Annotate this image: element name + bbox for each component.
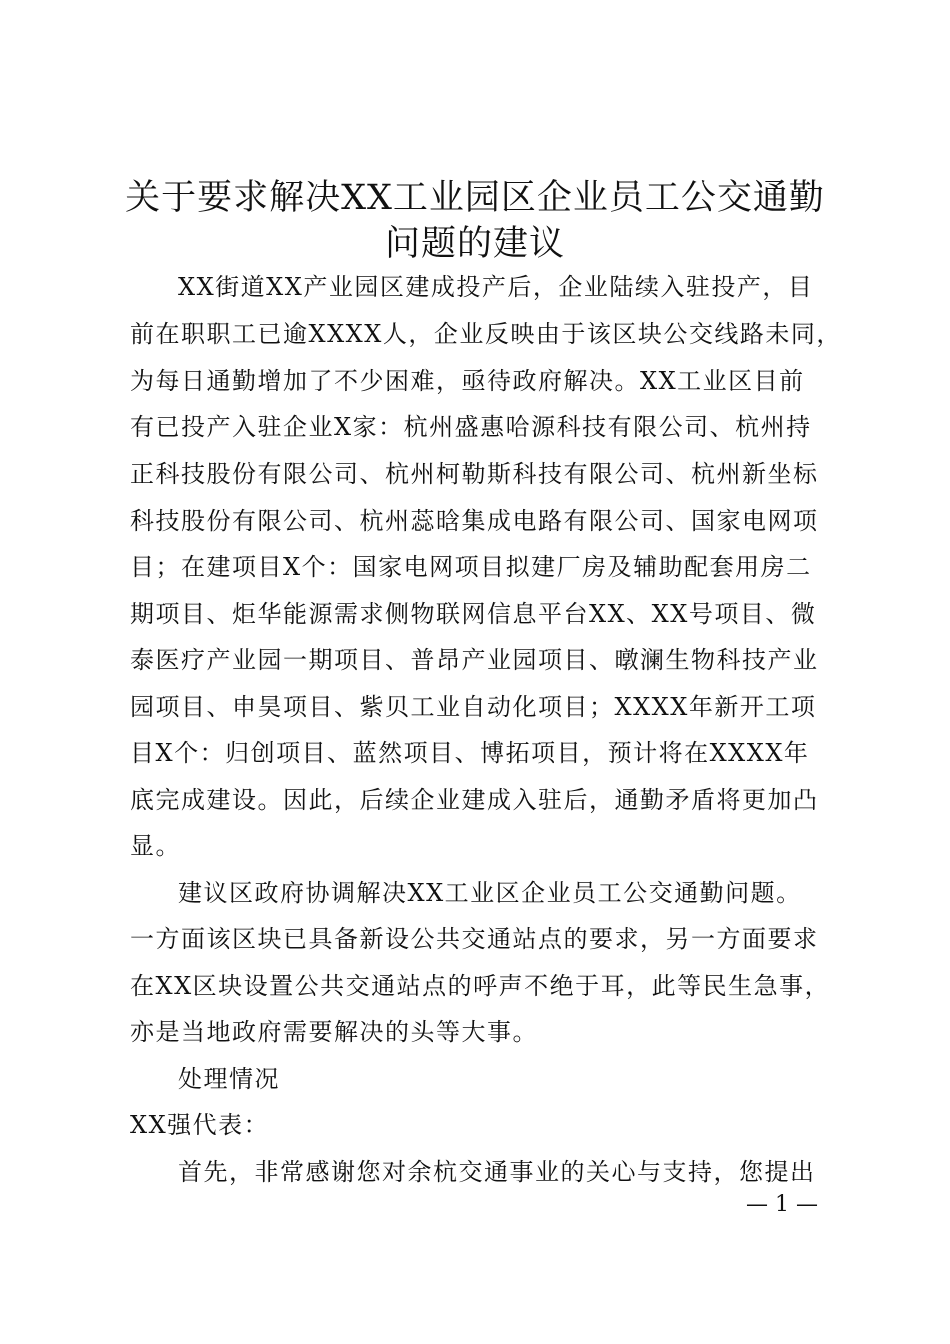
- body-line: 有已投产入驻企业X家：杭州盛惠哈源科技有限公司、杭州持: [130, 413, 812, 441]
- body-line: 亦是当地政府需要解决的头等大事。: [130, 1018, 538, 1046]
- page-number: — 1 —: [746, 1192, 818, 1217]
- section-heading: 处理情况: [178, 1065, 280, 1093]
- body-line: 为每日通勤增加了不少困难，亟待政府解决。XX工业区目前: [130, 367, 805, 395]
- body-line: 目X个：归创项目、蓝然项目、博拓项目，预计将在XXXX年: [130, 739, 810, 767]
- body-line: 正科技股份有限公司、杭州柯勒斯科技有限公司、杭州新坐标: [130, 460, 819, 488]
- body-line: 园项目、申昊项目、紫贝工业自动化项目；XXXX年新开工项: [130, 693, 817, 721]
- body-line: 首先，非常感谢您对余杭交通事业的关心与支持，您提出: [178, 1158, 816, 1186]
- body-line: 前在职职工已逾XXXX人，企业反映由于该区块公交线路未同，: [130, 320, 842, 348]
- body-line: 泰医疗产业园一期项目、普昂产业园项目、暾澜生物科技产业: [130, 646, 819, 674]
- body-line: XX街道XX产业园区建成投产后，企业陆续入驻投产，目: [178, 273, 814, 301]
- salutation: XX强代表：: [130, 1111, 270, 1139]
- body-line: 期项目、炬华能源需求侧物联网信息平台XX、XX号项目、微: [130, 600, 817, 628]
- body-line: 目；在建项目X个：国家电网项目拟建厂房及辅助配套用房二: [130, 553, 812, 581]
- body-line: 底完成建设。因此，后续企业建成入驻后，通勤矛盾将更加凸: [130, 786, 819, 814]
- body-line: 在XX区块设置公共交通站点的呼声不绝于耳，此等民生急事，: [130, 972, 831, 1000]
- body-line: 一方面该区块已具备新设公共交通站点的要求，另一方面要求: [130, 925, 819, 953]
- body-line: 建议区政府协调解决XX工业区企业员工公交通勤问题。: [178, 879, 802, 907]
- body-line: 科技股份有限公司、杭州蕊晗集成电路有限公司、国家电网项: [130, 507, 819, 535]
- body-line: 显。: [130, 832, 181, 860]
- document-title-line-2: 问题的建议: [384, 224, 565, 264]
- document-title-line-1: 关于要求解决XX工业园区企业员工公交通勤: [125, 178, 825, 218]
